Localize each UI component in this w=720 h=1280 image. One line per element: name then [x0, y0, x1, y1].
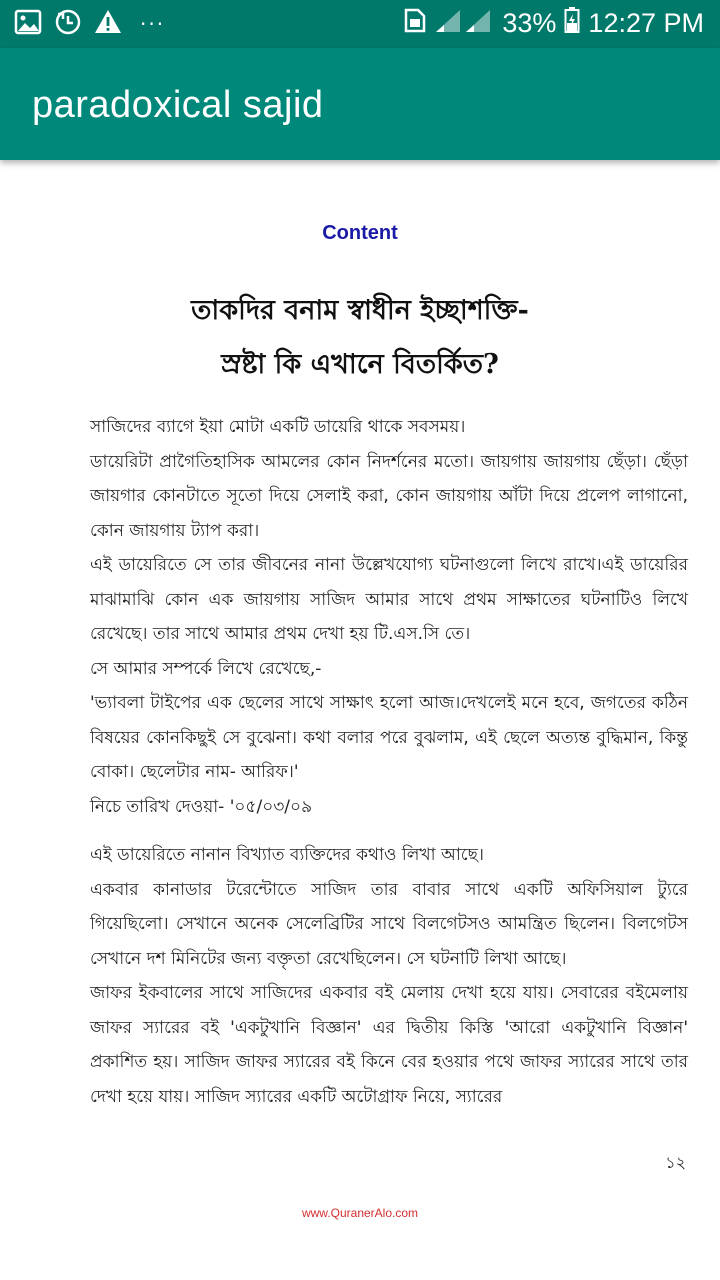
paragraph: একবার কানাডার টরেন্টোতে সাজিদ তার বাবার সাথে একটি অফিসিয়াল ট্যুরে গিয়েছিলো। সেখানে অনেক সেলেব্রিটির সাথে বিলগেটসও আমন্ত্রিত ছিলেন। বিলগেটস সেখানে দশ মিনিটের জন্য বক্তৃতা রেখেছিলেন। সে ঘটনাটি লিখা আছে। — [90, 879, 688, 969]
document-title-line-2: স্রষ্টা কি এখানে বিতর্কিত? — [221, 349, 499, 380]
paragraph: 'ভ্যাবলা টাইপের এক ছেলের সাথে সাক্ষাৎ হলো আজ।দেখলেই মনে হবে, জগতের কঠিন বিষয়ের কোনকিছুই সে বুঝেনা। কথা বলার পরে বুঝলাম, এই ছেলে অত্যন্ত বুদ্ধিমান, কিন্তু বোকা। ছেলেটার নাম- আরিফ।' — [90, 693, 688, 782]
more-notifications-icon: ··· — [140, 12, 166, 36]
app-bar — [0, 48, 720, 160]
content-heading: Content — [322, 222, 398, 244]
page-number: ১২ — [665, 1153, 686, 1172]
battery-percent: 33% — [502, 8, 557, 38]
paragraph: ডায়েরিটা প্রাগৈতিহাসিক আমলের কোন নিদর্শনের মতো। জায়গায় জায়গায় ছেঁড়া। ছেঁড়া জায়গার কোনটাতে সূতো দিয়ে সেলাই করা, কোন জায়গায় আঁটা দিয়ে প্রলেপ লাগানো, কোন জায়গায় ট্যাপ করা। — [90, 451, 688, 541]
system-status — [404, 6, 704, 41]
paragraph: সে আমার সম্পর্কে লিখে রেখেছে,- — [90, 658, 322, 679]
document-body — [90, 410, 688, 1114]
paragraph: এই ডায়েরিতে নানান বিখ্যাত ব্যক্তিদের কথাও লিখা আছে। — [90, 845, 484, 865]
sim-card-icon — [404, 6, 426, 41]
paragraph-gap — [90, 824, 688, 838]
document-page[interactable] — [0, 160, 720, 1280]
paragraph: সাজিদের ব্যাগে ইয়া মোটা একটি ডায়েরি থাকে সবসময়। — [90, 417, 466, 437]
sync-notification-icon — [54, 8, 82, 40]
clock: 12:27 PM — [588, 8, 704, 38]
warning-icon — [94, 8, 122, 40]
notification-icons — [14, 8, 165, 40]
image-notification-icon — [14, 8, 42, 40]
paragraph: এই ডায়েরিতে সে তার জীবনের নানা উল্লেখযোগ্য ঘটনাগুলো লিখে রাখে।এই ডায়েরির মাঝামাঝি কোন এক জায়গায় সাজিদ আমার সাথে প্রথম সাক্ষাতের ঘটনাটিও লিখে রেখেছে। তার সাথে আমার প্রথম দেখা হয় টি.এস.সি তে। — [90, 555, 688, 644]
document-title-line-1: তাকদির বনাম স্বাধীন ইচ্ছাশক্তি- — [191, 295, 529, 326]
paragraph: নিচে তারিখ দেওয়া- '০৫/০৩/০৯ — [90, 796, 313, 817]
signal-icon — [434, 6, 494, 41]
battery-icon — [564, 6, 580, 41]
status-bar — [0, 0, 720, 48]
paragraph: জাফর ইকবালের সাথে সাজিদের একবার বই মেলায় দেখা হয়ে যায়। সেবারের বইমেলায় জাফর স্যারের বই 'একটুখানি বিজ্ঞান' এর দ্বিতীয় কিস্তি 'আরো একটুখানি বিজ্ঞান' প্রকাশিত হয়। সাজিদ জাফর স্যারের বই কিনে বের হওয়ার পথে জাফর স্যারের সাথে তার দেখা হয়ে যায়। সাজিদ স্যারের একটি অটোগ্রাফ নিয়ে, স্যারের — [90, 983, 688, 1107]
app-title: paradoxical sajid — [32, 84, 324, 126]
footer-link[interactable]: www.QuranerAlo.com — [301, 1206, 419, 1220]
